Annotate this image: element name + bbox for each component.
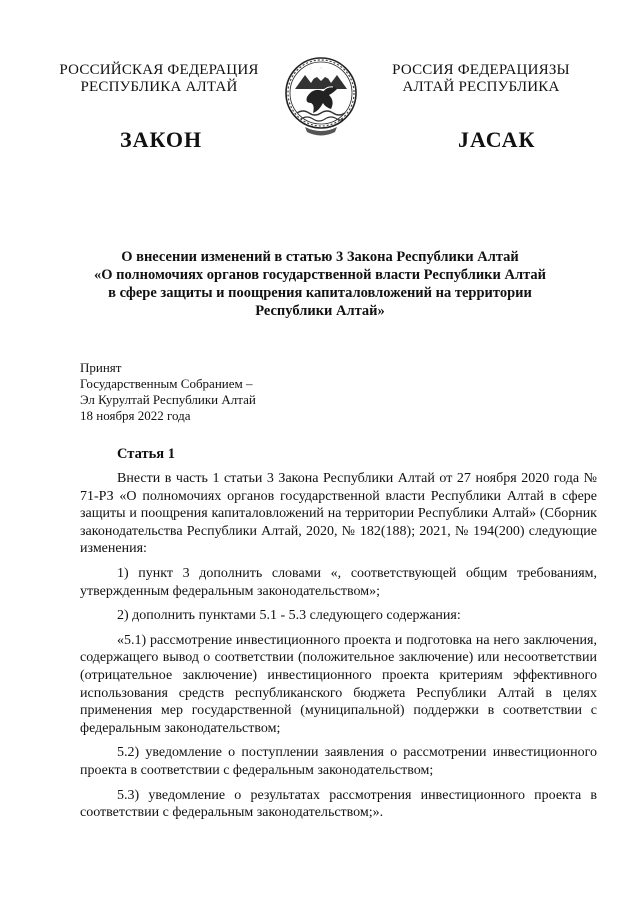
law-label-altai: ЈАСАК [458,127,536,152]
title-line: в сфере защиты и поощрения капиталовложений на территории [108,285,532,301]
law-label-russian: ЗАКОН [120,127,203,152]
header-right-line: АЛТАЙ РЕСПУБЛИКА [402,79,560,95]
document-title [80,248,560,320]
adoption-line: Эл Курултай Республики Алтай [80,392,256,407]
article-paragraph: 5.2) уведомление о поступлении заявления о рассмотрении инвестиционного проекта в соответствии с федеральным законодательством; [80,745,597,778]
header-right-line: РОССИЯ ФЕДЕРАЦИЯЗЫ [392,62,570,78]
article-body [80,470,597,829]
header-left [44,62,274,96]
adoption-line: Государственным Собранием – [80,376,253,391]
title-line: «О полномочиях органов государственной власти Республики Алтай [93,267,547,283]
header-left-line: РЕСПУБЛИКА АЛТАЙ [80,79,238,95]
article-paragraph: 1) пункт 3 дополнить словами «, соответствующей общим требованиям, утвержденным федеральным законодательством»; [80,565,597,599]
title-line: Республики Алтай» [255,303,385,319]
header-right [366,62,596,96]
article-paragraph: 2) дополнить пунктами 5.1 - 5.3 следующего содержания: [117,608,461,624]
adoption-block [80,360,330,424]
article-paragraph: 5.3) уведомление о результатах рассмотрения инвестиционного проекта в соответствии с федеральным законодательством;». [80,787,597,821]
altai-republic-emblem-icon [283,53,359,137]
article-paragraph: «5.1) рассмотрение инвестиционного проекта и подготовка на него заключения, содержащего вывод о соответствии (положительное заключение) или несоответствии (отрицательное заключение) инвестиционного проекта критериям эффективного использования средств республиканского бюджета Республики Алтай в целях применения мер государственной (муниципальной) поддержки в соответствии с федеральным законодательством; [80,632,597,736]
header-left-line: РОССИЙСКАЯ ФЕДЕРАЦИЯ [59,62,259,78]
title-line: О внесении изменений в статью 3 Закона Республики Алтай [121,249,519,265]
adoption-date: 18 ноября 2022 года [80,408,191,423]
article-paragraph: Внести в часть 1 статьи 3 Закона Республики Алтай от 27 ноября 2020 года № 71-РЗ «О полномочиях органов государственной власти Республики Алтай в сфере защиты и поощрения капиталовложений на территории Республики Алтай» (Сборник законодательства Республики Алтай, 2020, № 182(188); 2021, № 194(200) следующие изменения: [80,471,597,557]
article-heading: Статья 1 [117,446,175,462]
adoption-line: Принят [80,360,122,375]
